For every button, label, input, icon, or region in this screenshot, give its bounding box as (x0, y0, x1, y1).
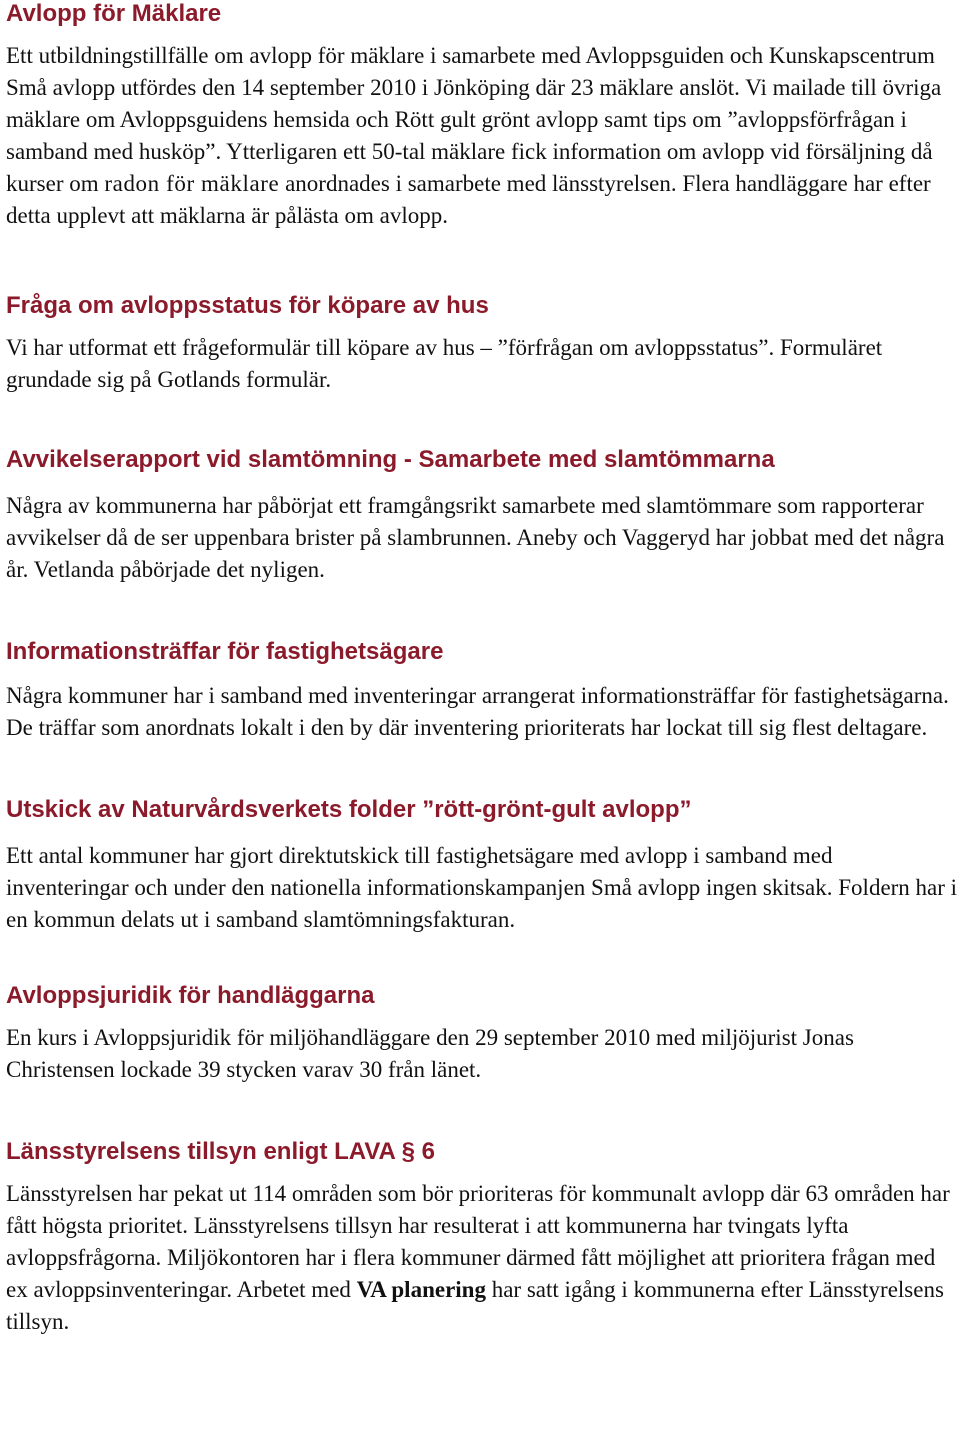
paragraph-text-spaced: radon för mäklare (104, 171, 280, 196)
section-informationstraffar (6, 638, 958, 744)
section-heading: Utskick av Naturvårdsverkets folder ”rött-grönt-gult avlopp” (6, 796, 692, 823)
section-heading: Avloppsjuridik för handläggarna (6, 982, 375, 1009)
section-paragraph: Vi har utformat ett frågeformulär till köpare av hus – ”förfrågan om avloppsstatus”. Formuläret grundade sig på Gotlands formulär. (6, 335, 883, 392)
section-paragraph (6, 40, 958, 232)
paragraph-text: har satt igång i kommunerna efter Länsstyrelsens tillsyn. (6, 1277, 944, 1334)
section-utskick-folder (6, 796, 958, 936)
section-lansstyrelsen-tillsyn (6, 1138, 958, 1338)
section-heading: Informationsträffar för fastighetsägare (6, 638, 444, 665)
section-avvikelserapport (6, 446, 958, 586)
section-avloppsstatus (6, 292, 958, 396)
paragraph-text: Länsstyrelsen har pekat ut 114 områden som bör prioriteras för kommunalt avlopp där 63 områden har fått högsta prioritet. Länsstyrelsens tillsyn har resulterat i att kommunerna har tvingats lyfta avloppsfrågorna. Miljökontoren har i flera kommuner därmed fått möjlighet att prioritera frågan med ex avloppsinventeringar. Arbetet med (6, 1181, 950, 1302)
document-page (6, 0, 958, 1338)
paragraph-text: Ett utbildningstillfälle om avlopp för mäklare i samarbete med Avloppsguiden och Kunskapscentrum Små avlopp utfördes den 14 september 2010 i Jönköping där 23 mäklare anslöt. Vi mailade till övriga mäklare om Avloppsguidens hemsida och Rött gult grönt avlopp samt tips om ”avloppsförfrågan i samband med husköp”. Ytterligaren ett 50-tal mäklare fick information om avlopp vid försäljning då kurser om (6, 43, 942, 196)
paragraph-text: anordnades i samarbete med länsstyrelsen. Flera handläggare har efter detta upplevt att mäklarna är pålästa om avlopp. (6, 171, 931, 228)
section-paragraph: Några kommuner har i samband med inventeringar arrangerat informationsträffar för fastighetsägarna. De träffar som anordnats lokalt i den by där inventering prioriterats har lockat till sig flest deltagare. (6, 683, 949, 740)
section-heading: Länsstyrelsens tillsyn enligt LAVA § 6 (6, 1138, 436, 1165)
section-maklare (6, 0, 958, 232)
section-avloppsjuridik (6, 982, 958, 1086)
section-paragraph: Några av kommunerna har påbörjat ett framgångsrikt samarbete med slamtömmare som rapporterar avvikelser då de ser uppenbara brister på slambrunnen. Aneby och Vaggeryd har jobbat med det några år. Vetlanda påbörjade det nyligen. (6, 493, 945, 582)
paragraph-bold-text: VA planering (356, 1277, 486, 1302)
section-paragraph: Ett antal kommuner har gjort direktutskick till fastighetsägare med avlopp i samband med inventeringar och under den nationella informationskampanjen Små avlopp ingen skitsak. Foldern har i en kommun delats ut i samband slamtömningsfakturan. (6, 843, 958, 932)
section-paragraph: En kurs i Avloppsjuridik för miljöhandläggare den 29 september 2010 med miljöjurist Jonas Christensen lockade 39 stycken varav 30 från länet. (6, 1025, 854, 1082)
section-heading: Fråga om avloppsstatus för köpare av hus (6, 292, 489, 319)
section-heading: Avvikelserapport vid slamtömning - Samarbete med slamtömmarna (6, 446, 775, 473)
section-paragraph (6, 1178, 958, 1338)
section-heading: Avlopp för Mäklare (6, 0, 222, 27)
